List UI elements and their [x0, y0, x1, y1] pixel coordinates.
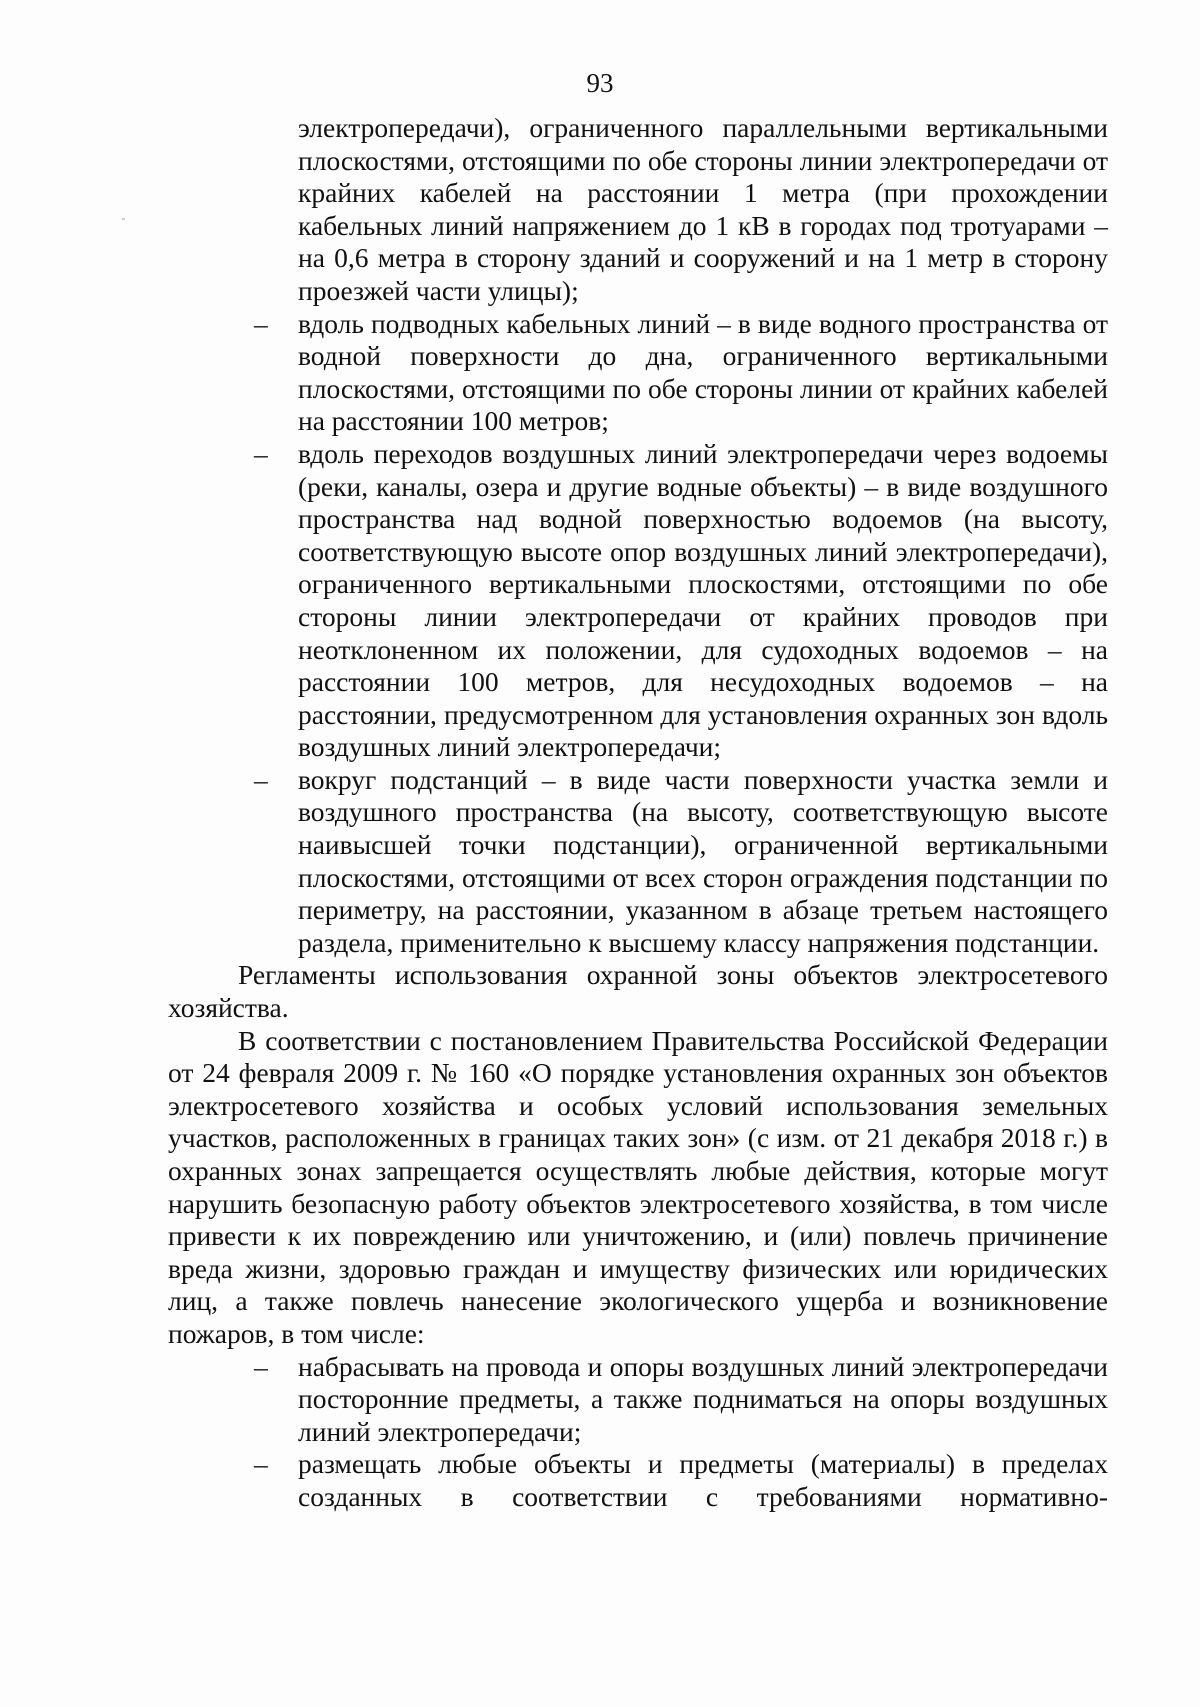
list-item-text: вдоль переходов воздушных линий электропередачи через водоемы (реки, каналы, озера и другие водные объекты) – в виде воздушного пространства над водной поверхностью водоемов (на высоту, соответствующую высоте опор воздушных линий электропередачи), ограниченного вертикальными плоскостями, отстоящими по обе стороны линии электропередачи от крайних проводов при неотклоненном их положении, для судоходных водоемов – на расстоянии 100 метров, для несудоходных водоемов – на расстоянии, предусмотренном для установления охранных зон вдоль воздушных линий электропередачи; [298, 437, 1108, 763]
list-item [254, 763, 1108, 960]
list-item-text: вокруг подстанций – в виде части поверхности участка земли и воздушного пространства (на высоту, соответствующую высоте наивысшей точки подстанции), ограниченной вертикальными плоскостями, отстоящими от всех сторон ограждения подстанции по периметру, на расстоянии, указанном в абзаце третьем настоящего раздела, применительно к высшему классу напряжения подстанции. [298, 763, 1108, 958]
dash-bullet: – [254, 763, 268, 795]
zone-list [168, 308, 1108, 960]
document-body [168, 112, 1108, 1514]
dash-bullet: – [254, 307, 268, 339]
regulation-paragraph: В соответствии с постановлением Правительства Российской Федерации от 24 февраля 2009 г. № 160 «О порядке установления охранных зон объектов электросетевого хозяйства и особых условий использования земельных участков, расположенных в границах таких зон» (с изм. от 21 декабря 2018 г.) в охранных зонах запрещается осуществлять любые действия, которые могут нарушить безопасную работу объектов электросетевого хозяйства, в том числе привести к их повреждению или уничтожению, и (или) повлечь причинение вреда жизни, здоровью граждан и имуществу физических или юридических лиц, а также повлечь нанесение экологического ущерба и возникновение пожаров, в том числе: [168, 1024, 1108, 1349]
page-number: 93 [586, 68, 614, 98]
list-item [254, 1448, 1108, 1513]
list-item-text: набрасывать на провода и опоры воздушных линий электропередачи посторонние предметы, а также подниматься на опоры воздушных линий электропередачи; [298, 1350, 1108, 1447]
list-item-text: вдоль подводных кабельных линий – в виде водного пространства от водной поверхности до дна, ограниченного вертикальными плоскостями, отстоящими по обе стороны линии от крайних кабелей на расстоянии 100 метров; [298, 307, 1108, 437]
dash-bullet: – [254, 1448, 268, 1480]
dash-bullet: – [254, 1350, 268, 1382]
list-item [254, 437, 1108, 764]
prohibition-list [168, 1351, 1108, 1514]
list-item [254, 307, 1108, 438]
continued-list-item: электропередачи), ограниченного параллельными вертикальными плоскостями, отстоящими по обе стороны линии электропередачи от крайних кабелей на расстоянии 1 метра (при прохождении кабельных линий напряжением до 1 кВ в городах под тротуарами – на 0,6 метра в сторону зданий и сооружений и на 1 метр в сторону проезжей части улицы); [298, 112, 1108, 306]
dash-bullet: – [254, 437, 268, 469]
list-item [254, 1350, 1108, 1449]
scan-speck [122, 218, 125, 220]
list-item-text: размещать любые объекты и предметы (материалы) в пределах созданных в соответствии с требованиями нормативно- [298, 1448, 1108, 1512]
section-heading-paragraph: Регламенты использования охранной зоны объектов электросетевого хозяйства. [168, 959, 1108, 1024]
